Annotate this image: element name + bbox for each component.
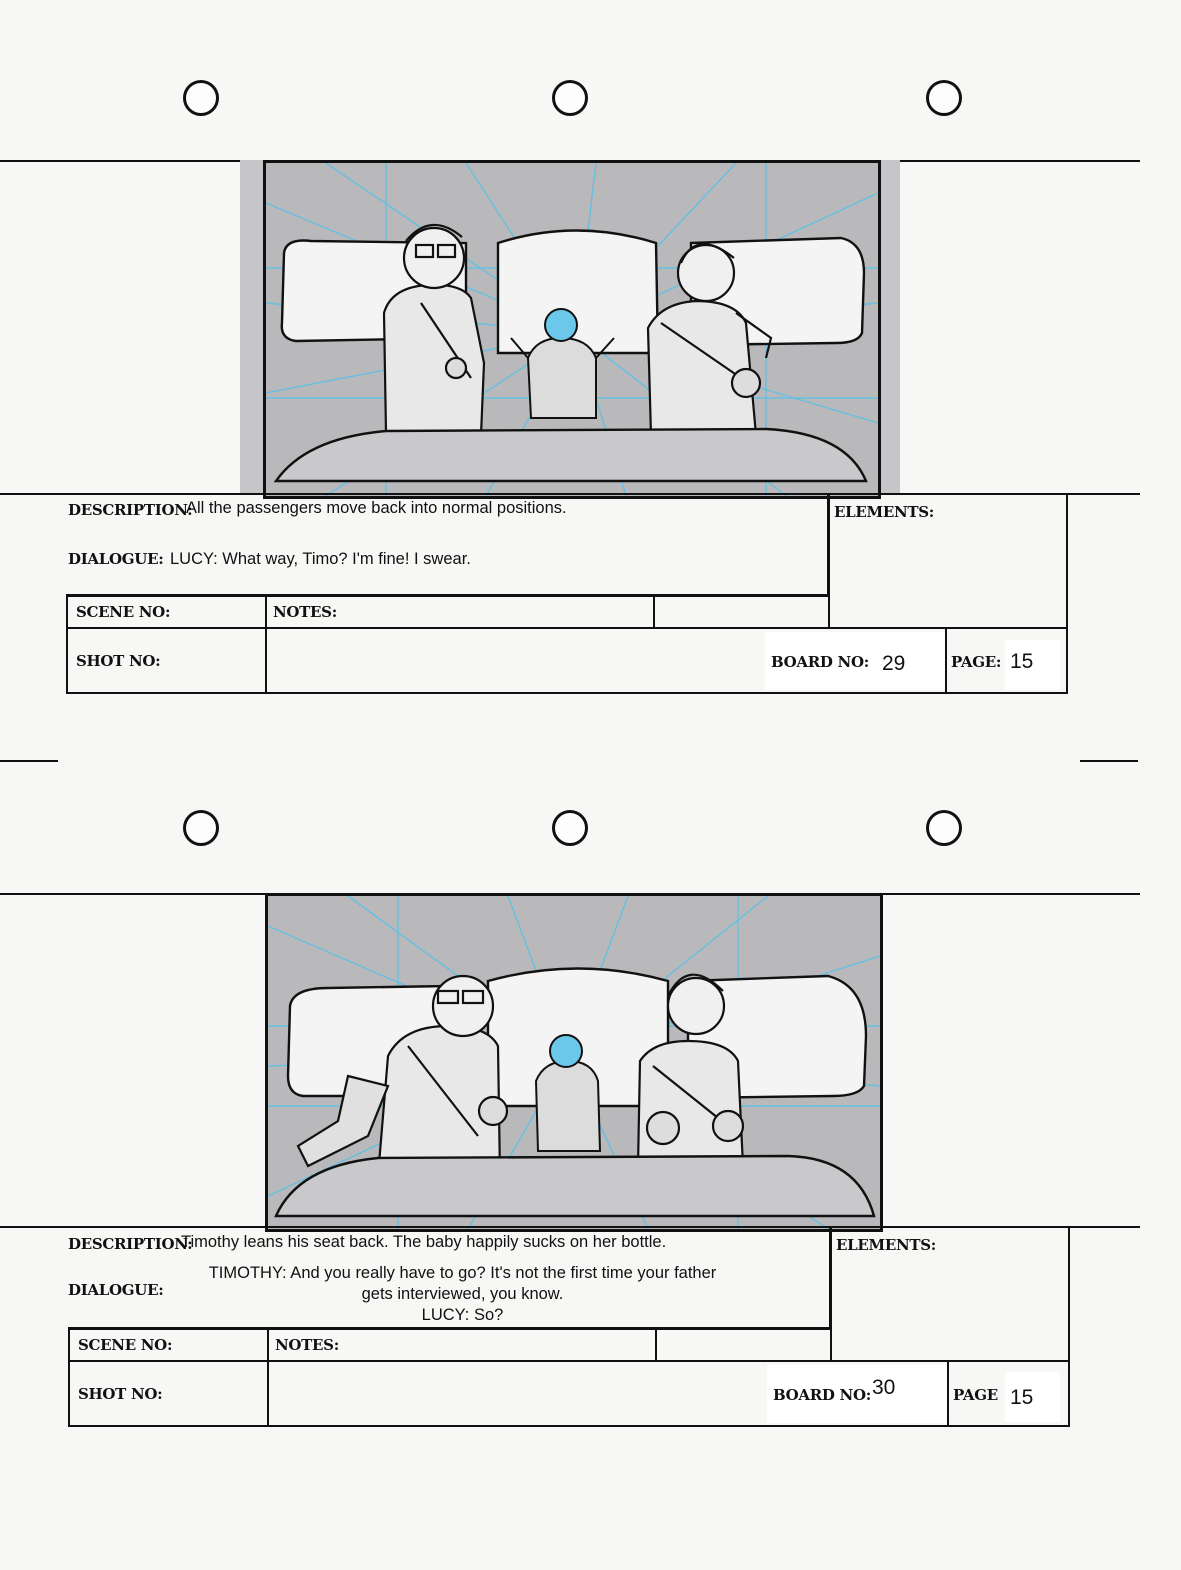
description-text: All the passengers move back into normal positions.	[186, 499, 567, 517]
dialogue-label: DIALOGUE:	[68, 1281, 164, 1299]
dialogue-line-2: gets interviewed, you know.	[361, 1285, 564, 1303]
page-label: PAGE	[953, 1386, 998, 1404]
punch-hole	[552, 80, 588, 116]
notes-extra-box	[655, 1328, 832, 1362]
punch-hole	[552, 810, 588, 846]
page-value: 15	[1010, 650, 1034, 673]
storyboard-panel-1	[263, 160, 881, 499]
board-no-value: 30	[872, 1376, 896, 1399]
punch-hole	[926, 80, 962, 116]
notes-label: NOTES:	[275, 1336, 339, 1354]
description-text: Timothy leans his seat back. The baby happily sucks on her bottle.	[181, 1233, 667, 1251]
shot-no-label: SHOT NO:	[76, 652, 161, 670]
elements-label: ELEMENTS:	[834, 503, 934, 521]
cut-mark-left	[0, 760, 58, 762]
notes-extra-box	[653, 595, 830, 629]
dialogue-line-1: TIMOTHY: And you really have to go? It's not the first time your father	[208, 1264, 717, 1282]
elements-label: ELEMENTS:	[836, 1236, 936, 1254]
board-no-label: BOARD NO:	[771, 653, 869, 671]
punch-hole	[926, 810, 962, 846]
cut-mark-right	[1080, 760, 1138, 762]
panel-2-sketch	[268, 896, 880, 1229]
panel-1-sketch	[266, 163, 878, 496]
punch-hole	[183, 810, 219, 846]
page-value: 15	[1010, 1386, 1034, 1409]
board-no-value: 29	[882, 652, 906, 675]
dialogue-label: DIALOGUE:	[68, 550, 164, 568]
shot-no-label: SHOT NO:	[78, 1385, 163, 1403]
storyboard-panel-2	[265, 893, 883, 1232]
description-label: DESCRIPTION:	[68, 501, 193, 519]
page-label: PAGE:	[951, 653, 1002, 671]
punch-hole	[183, 80, 219, 116]
dialogue-text: LUCY: What way, Timo? I'm fine! I swear.	[170, 550, 471, 568]
description-label: DESCRIPTION:	[68, 1235, 193, 1253]
notes-label: NOTES:	[273, 603, 337, 621]
dialogue-line-3: LUCY: So?	[421, 1306, 504, 1324]
scene-no-label: SCENE NO:	[76, 603, 171, 621]
scene-no-label: SCENE NO:	[78, 1336, 173, 1354]
board-no-label: BOARD NO:	[773, 1386, 871, 1404]
